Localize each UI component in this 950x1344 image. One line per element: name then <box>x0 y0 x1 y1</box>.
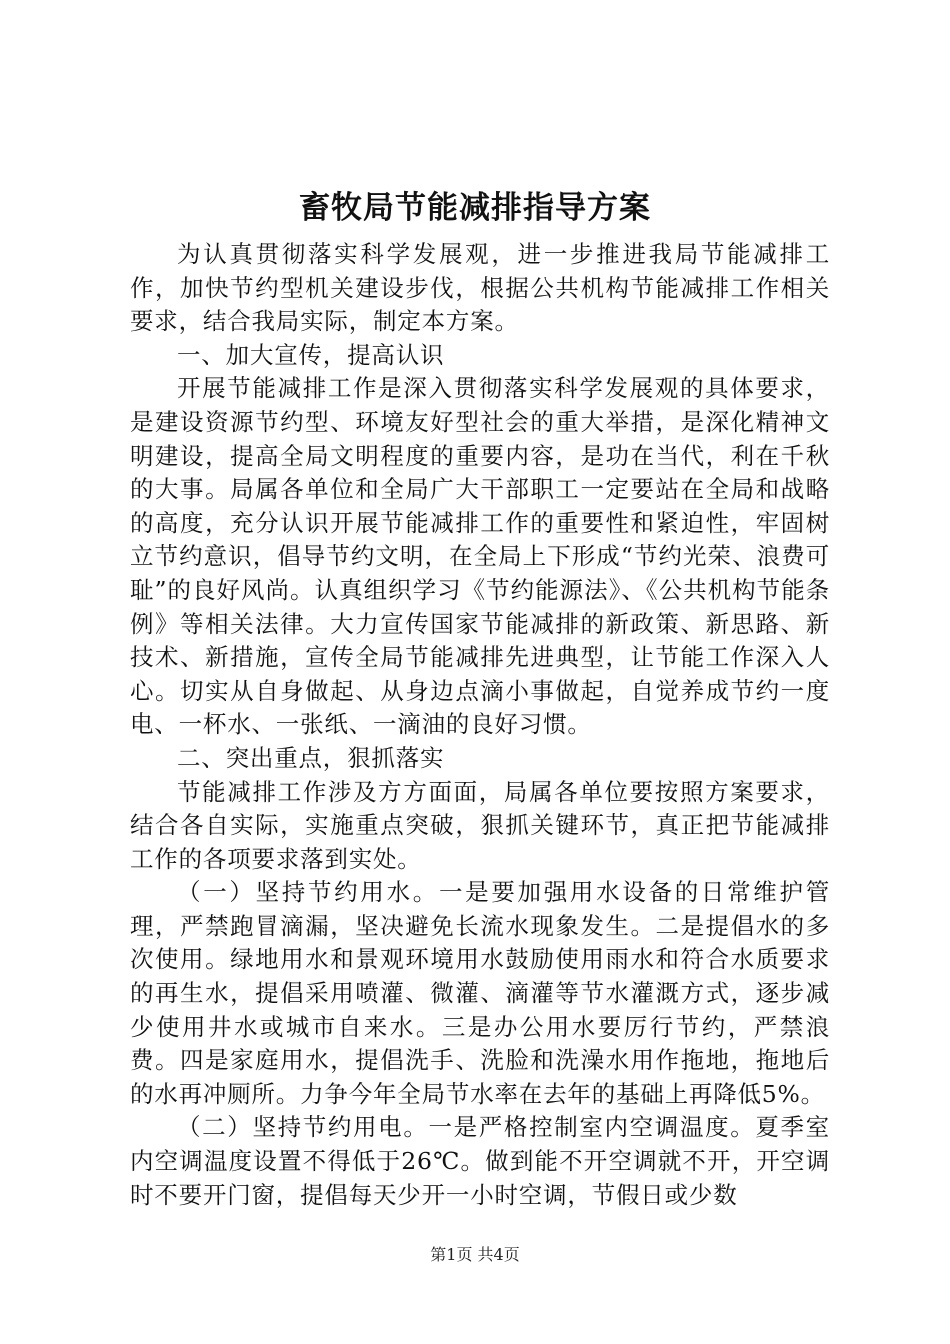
section-heading-1: 一、加大宣传，提高认识 <box>177 340 445 369</box>
document-title: 畜牧局节能减排指导方案 <box>299 190 651 226</box>
section-1-paragraph: 开展节能减排工作是深入贯彻落实科学发展观的具体要求，是建设资源节约型、环境友好型社会的重大举措，是深化精神文明建设，提高全局文明程度的重要内容，是功在当代，利在千秋的大事。局属各单位和全局广大干部职工一定要站在全局和战略的高度，充分认识开展节能减排工作的重要性和紧迫性，牢固树立节约意识，倡导节约文明，在全局上下形成“节约光荣、浪费可耻”的良好风尚。认真组织学习《节约能源法》、《公共机构节能条例》等相关法律。大力宣传国家节能减排的新政策、新思路、新技术、新措施，宣传全局节能减排先进典型，让节能工作深入人心。切实从自身做起、从身边点滴小事做起，自觉养成节约一度电、一杯水、一张纸、一滴油的良好习惯。 <box>130 374 830 739</box>
section-2-paragraph: 节能减排工作涉及方方面面，局属各单位要按照方案要求，结合各自实际，实施重点突破，狠抓关键环节，真正把节能减排工作的各项要求落到实处。 <box>130 777 830 873</box>
water-saving-paragraph: （一）坚持节约用水。一是要加强用水设备的日常维护管理，严禁跑冒滴漏，坚决避免长流水现象发生。二是提倡水的多次使用。绿地用水和景观环境用水鼓励使用雨水和符合水质要求的再生水，提倡采用喷灌、微灌、滴灌等节水灌溉方式，逐步减少使用井水或城市自来水。三是办公用水要厉行节约，严禁浪费。四是家庭用水，提倡洗手、洗脸和洗澡水用作拖地，拖地后的水再冲厕所。力争今年全局节水率在去年的基础上再降低5%。 <box>130 878 830 1108</box>
power-saving-paragraph: （二）坚持节约用电。一是严格控制室内空调温度。夏季室内空调温度设置不得低于26℃。做到能不开空调就不开，开空调时不要开门窗，提倡每天少开一小时空调，节假日或少数 <box>130 1113 830 1209</box>
section-heading-2: 二、突出重点，狠抓落实 <box>177 743 445 772</box>
document-body <box>130 238 830 1212</box>
intro-paragraph: 为认真贯彻落实科学发展观，进一步推进我局节能减排工作，加快节约型机关建设步伐，根据公共机构节能减排工作相关要求，结合我局实际，制定本方案。 <box>130 240 830 336</box>
page-footer: 第1页 共4页 <box>430 1245 520 1264</box>
